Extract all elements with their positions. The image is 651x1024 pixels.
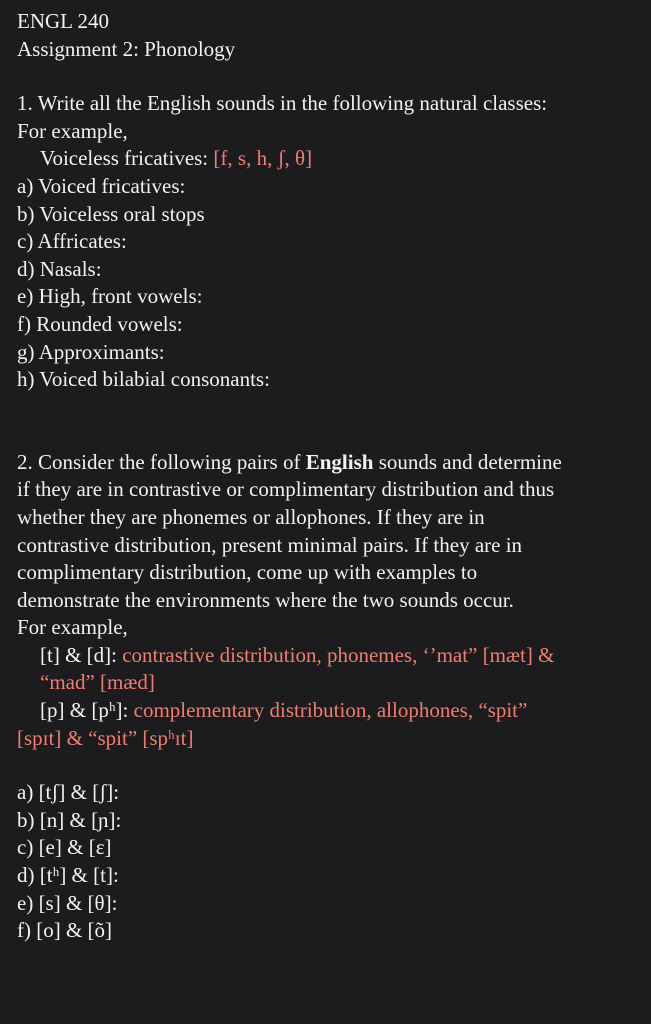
q2-item: d) [tʰ] & [t]: (17, 863, 119, 888)
q1-item: d) Nasals: (17, 256, 102, 281)
q2-ex1-answer-cont: “mad” [mæd] (40, 670, 155, 695)
q1-example-label: Voiceless fricatives: (40, 146, 214, 171)
q1-item: c) Affricates: (17, 229, 127, 254)
q2-prompt-pre: 2. Consider the following pairs of (17, 449, 306, 474)
q2-example-1 (17, 642, 642, 670)
course-title: ENGL 240 (17, 9, 109, 33)
q2-item: b) [n] & [ɲ]: (17, 807, 122, 832)
q1-item: h) Voiced bilabial consonants: (17, 367, 270, 392)
assignment-page (17, 8, 642, 945)
q2-item: c) [e] & [ɛ] (17, 835, 112, 860)
question-1 (17, 90, 642, 394)
q2-ex1-label: [t] & [d]: (40, 642, 123, 667)
q1-example-answer: [f, s, h, ʃ, θ] (213, 146, 313, 171)
q1-item: e) High, front vowels: (17, 284, 203, 309)
assignment-title: Assignment 2: Phonology (17, 36, 236, 61)
q2-prompt-bold: English (305, 449, 374, 474)
q1-prompt: 1. Write all the English sounds in the following natural classes: (17, 91, 548, 116)
q2-example-2 (17, 697, 642, 725)
q1-example (17, 145, 642, 173)
q1-item: f) Rounded vowels: (17, 311, 183, 336)
q2-ex1-answer: contrastive distribution, phonemes, ‘’mat” [mæt] & (122, 642, 555, 667)
q2-prompt-line (17, 449, 642, 477)
q1-item: g) Approximants: (17, 339, 165, 364)
q2-item: e) [s] & [θ]: (17, 890, 118, 915)
q2-ex2-answer-cont: [spɪt] & “spit” [spʰɪt] (17, 725, 194, 750)
q2-ex2-label: [p] & [pʰ]: (40, 698, 134, 723)
q2-prompt-line: demonstrate the environments where the two sounds occur. (17, 587, 514, 612)
q2-ex2-answer: complementary distribution, allophones, “spit” (133, 698, 528, 723)
q2-prompt-line: whether they are phonemes or allophones. If they are in (17, 504, 485, 529)
q2-prompt-line: complimentary distribution, come up with examples to (17, 560, 478, 585)
q2-prompt-post: sounds and determine (373, 449, 562, 474)
q1-item: b) Voiceless oral stops (17, 201, 205, 226)
q2-item: a) [tʃ] & [ʃ]: (17, 780, 120, 805)
q1-example-intro: For example, (17, 118, 128, 143)
question-2 (17, 449, 642, 945)
q1-item: a) Voiced fricatives: (17, 173, 186, 198)
q2-prompt-line: if they are in contrastive or complimentary distribution and thus (17, 477, 555, 502)
q2-prompt-line: contrastive distribution, present minimal pairs. If they are in (17, 532, 523, 557)
q2-example-intro: For example, (17, 615, 128, 640)
q2-item: f) [o] & [õ] (17, 918, 113, 943)
